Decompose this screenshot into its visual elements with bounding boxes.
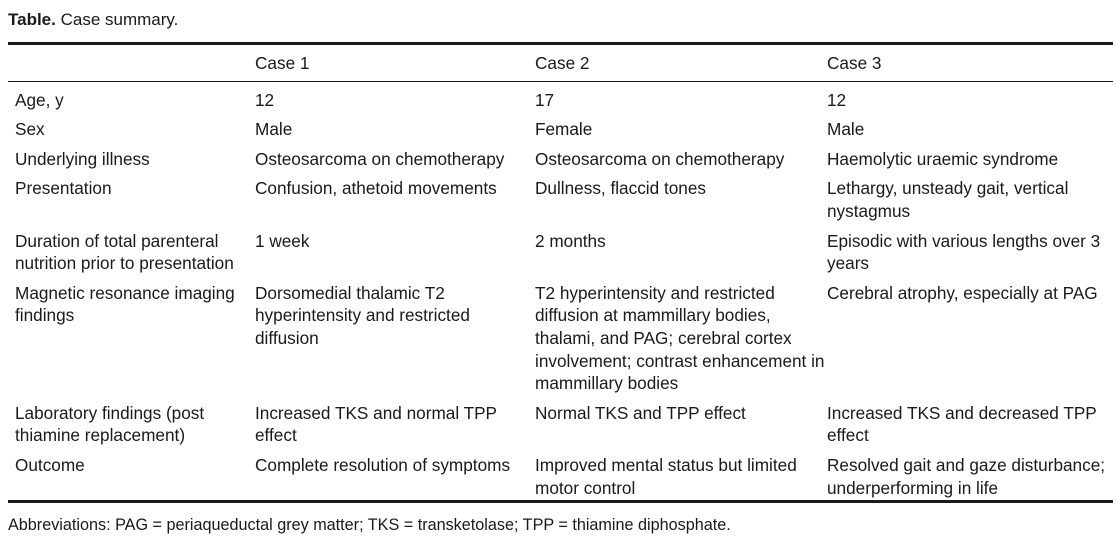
case-summary-table	[8, 45, 1113, 500]
table-cell: 12	[255, 89, 275, 110]
table-cell: 1 week	[255, 230, 310, 251]
table-cell: Haemolytic uraemic syndrome	[827, 148, 1059, 169]
table-cell: 2 months	[535, 230, 606, 251]
caption-text: Case summary.	[60, 10, 179, 29]
row-label: Magnetic resonance imaging findings	[15, 282, 235, 326]
row-label: Duration of total parenteral nutrition prior to presentation	[15, 230, 234, 274]
header-cell-case-2: Case 2	[535, 53, 590, 73]
header-row	[8, 45, 1113, 81]
table-row	[8, 148, 1113, 178]
table-cell: Increased TKS and normal TPP effect	[255, 402, 497, 446]
table-row	[8, 282, 1113, 402]
header-cell-empty	[8, 45, 255, 81]
row-label: Laboratory findings (post thiamine replacement)	[15, 402, 205, 446]
table-cell: Increased TKS and decreased TPP effect	[827, 402, 1097, 446]
table-cell: Complete resolution of symptoms	[255, 454, 511, 475]
table-row	[8, 82, 1113, 119]
table-cell: Male	[255, 119, 293, 140]
row-label: Sex	[15, 119, 45, 140]
table-cell: Episodic with various lengths over 3 years	[827, 230, 1101, 274]
table-row	[8, 230, 1113, 282]
row-label: Outcome	[15, 454, 85, 475]
caption-label: Table.	[8, 10, 56, 29]
table-row	[8, 118, 1113, 148]
table-cell: Lethargy, unsteady gait, vertical nystagmus	[827, 178, 1069, 221]
table-footnote: Abbreviations: PAG = periaqueductal grey matter; TKS = transketolase; TPP = thiamine diphosphate.	[8, 516, 731, 534]
header-cell-case-1: Case 1	[255, 53, 310, 73]
table-cell: Resolved gait and gaze disturbance; underperforming in life	[827, 454, 1106, 498]
table-cell: T2 hyperintensity and restricted diffusion at mammillary bodies, thalami, and PAG; cerebral cortex involvement; contrast enhancement in mammillary bodies	[535, 282, 825, 394]
table-cell: Improved mental status but limited motor control	[535, 454, 797, 498]
table-cell: Osteosarcoma on chemotherapy	[255, 148, 505, 169]
table-row	[8, 402, 1113, 454]
table-cell: Female	[535, 119, 593, 140]
table-cell: 12	[827, 89, 847, 110]
table-cell: Osteosarcoma on chemotherapy	[535, 148, 785, 169]
table-cell: 17	[535, 89, 555, 110]
header-cell-case-3: Case 3	[827, 53, 882, 73]
table-bottom-rule	[8, 500, 1113, 503]
table-caption	[8, 9, 178, 31]
case-summary-table-container	[8, 42, 1113, 503]
row-label: Underlying illness	[15, 148, 150, 169]
table-row	[8, 177, 1113, 229]
row-label: Age, y	[15, 89, 64, 110]
row-label: Presentation	[15, 178, 112, 199]
table-cell: Male	[827, 119, 865, 140]
table-row	[8, 454, 1113, 500]
table-cell: Cerebral atrophy, especially at PAG	[827, 282, 1098, 303]
table-cell: Normal TKS and TPP effect	[535, 402, 746, 423]
table-cell: Confusion, athetoid movements	[255, 178, 497, 199]
table-cell: Dullness, flaccid tones	[535, 178, 707, 199]
table-cell: Dorsomedial thalamic T2 hyperintensity and restricted diffusion	[255, 282, 470, 348]
